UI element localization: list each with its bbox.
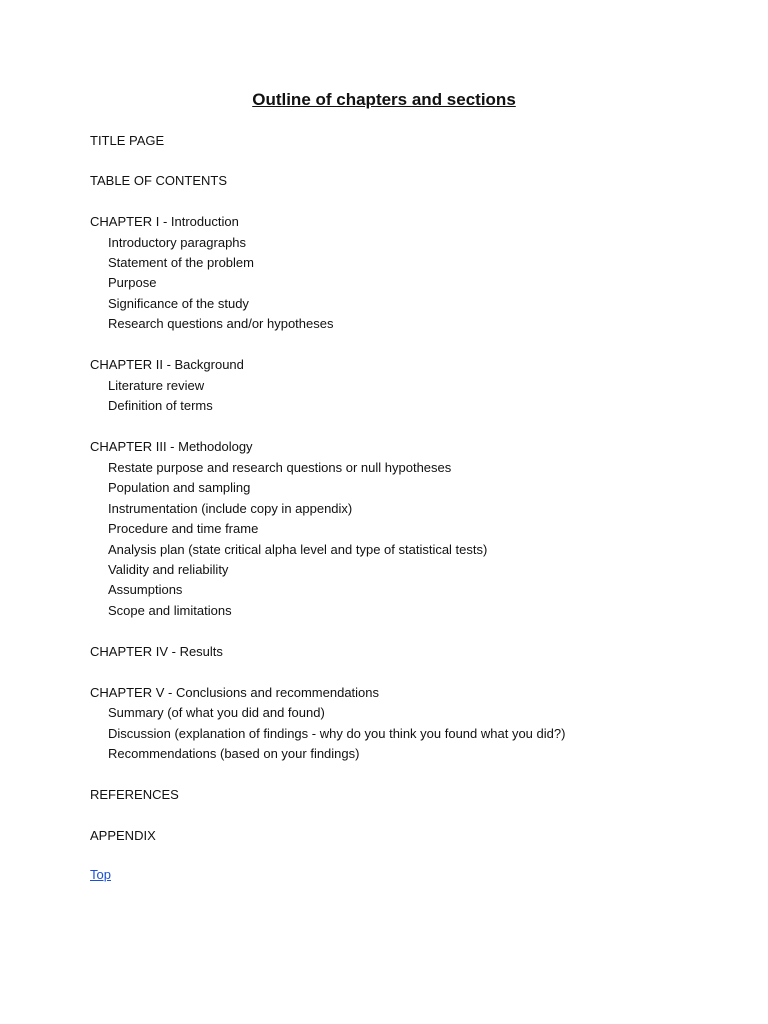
chapter-2-item: Literature review	[108, 378, 205, 393]
chapter-1-item: Purpose	[108, 275, 157, 290]
chapter-3-item: Scope and limitations	[108, 603, 232, 618]
chapter-3-item: Procedure and time frame	[108, 521, 259, 536]
chapter-3-item: Analysis plan (state critical alpha level and type of statistical tests)	[108, 542, 488, 557]
chapter-5-item: Summary (of what you did and found)	[108, 705, 325, 720]
title-page-entry: TITLE PAGE	[90, 133, 165, 148]
chapter-1-item: Introductory paragraphs	[108, 235, 247, 250]
chapter-3-item: Population and sampling	[108, 480, 251, 495]
chapter-3-heading: CHAPTER III - Methodology	[90, 439, 253, 454]
chapter-1-item: Significance of the study	[108, 296, 249, 311]
chapter-5-item: Discussion (explanation of findings - why do you think you found what you did?)	[108, 726, 566, 741]
top-link[interactable]: Top	[90, 867, 111, 882]
chapter-3-item: Validity and reliability	[108, 562, 229, 577]
chapter-1-item: Research questions and/or hypotheses	[108, 316, 334, 331]
chapter-2-item: Definition of terms	[108, 398, 213, 413]
chapter-3-item: Assumptions	[108, 582, 183, 597]
references-entry: REFERENCES	[90, 787, 179, 802]
page-title: Outline of chapters and sections	[252, 90, 516, 109]
table-of-contents-entry: TABLE OF CONTENTS	[90, 173, 227, 188]
chapter-3-item: Restate purpose and research questions or null hypotheses	[108, 460, 452, 475]
chapter-1-item: Statement of the problem	[108, 255, 254, 270]
chapter-4-heading: CHAPTER IV - Results	[90, 644, 223, 659]
chapter-1-heading: CHAPTER I - Introduction	[90, 214, 239, 229]
chapter-3-item: Instrumentation (include copy in appendix)	[108, 501, 353, 516]
chapter-5-item: Recommendations (based on your findings)	[108, 746, 360, 761]
chapter-5-heading: CHAPTER V - Conclusions and recommendations	[90, 685, 380, 700]
chapter-2-heading: CHAPTER II - Background	[90, 357, 244, 372]
appendix-entry: APPENDIX	[90, 828, 156, 843]
